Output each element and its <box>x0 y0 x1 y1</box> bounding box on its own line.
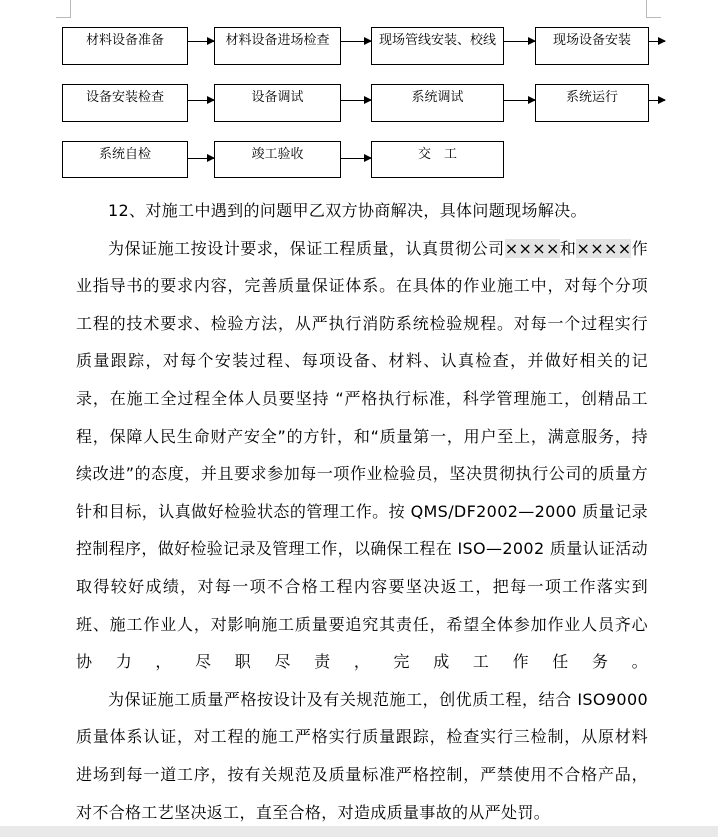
flow-arrow <box>188 100 214 101</box>
quality-paragraph-2: 为保证施工质量严格按设计及有关规范施工，创优质工程，结合 ISO9000 质量体系认证，对工程的施工严格实行质量跟踪，检查实行三检制，从原材料进场到每一道工序，按有关规范及质量标准严格控制，严禁使用不合格产品，对不合格工艺坚决返工，直至合格，对造成质量事故的从严处罚。 <box>76 689 648 822</box>
flow-step-completion-acceptance: 竣工验收 <box>214 141 341 178</box>
flow-step-installation-check: 设备安装检查 <box>62 84 188 122</box>
process-flowchart <box>0 0 718 190</box>
flow-step-handover: 交 工 <box>371 141 504 178</box>
flow-step-material-prep: 材料设备准备 <box>62 27 188 65</box>
flow-step-system-operation: 系统运行 <box>535 84 649 122</box>
flow-arrow <box>504 100 535 101</box>
flow-step-system-debug: 系统调试 <box>371 84 504 122</box>
flow-arrow <box>188 158 214 159</box>
redacted-name-1: ×××× <box>504 238 560 258</box>
flow-step-equipment-installation: 现场设备安装 <box>535 27 649 65</box>
page-bottom-edge <box>0 826 718 837</box>
body-text <box>76 192 648 831</box>
flow-step-material-inspection: 材料设备进场检查 <box>214 27 341 65</box>
flow-step-equipment-debug: 设备调试 <box>214 84 341 122</box>
flow-arrow <box>649 41 665 42</box>
para1-conjunction: 和 <box>559 238 577 258</box>
flow-step-self-check: 系统自检 <box>62 141 188 178</box>
flow-arrow <box>649 100 665 101</box>
flow-arrow <box>504 41 535 42</box>
quality-paragraph-1 <box>76 230 648 681</box>
flow-arrow <box>188 41 214 42</box>
para1-suffix: 作业指导书的要求内容，完善质量保证体系。在具体的作业施工中，对每个分项工程的技术要求、检验方法，从严执行消防系统检验规程。对每一个过程实行质量跟踪，对每个安装过程、每项设备、材料、认真检查，并做好相关的记录，在施工全过程全体人员要坚持 “严格执行标准，科学管理施工，创精品工程，保障人民生命财产安全”的方针，和“质量第一，用户至上，满意服务，持续改进”的态度，并且要求参加每一项作业检验员，坚决贯彻执行公司的质量方针和目标，认真做好检验状态的管理工作。按 QMS/DF2002—2000 质量记录控制程序，做好检验记录及管理工作，以确保工程在 ISO—2002 质量认证活动取得较好成绩，对每一项不合格工程内容要坚决返工，把每一项工作落实到班、施工作业人，对影响施工质量要追究其责任，希望全体参加作业人员齐心协力，尽职尽责，完成工作任务。 <box>76 238 649 672</box>
redacted-name-2: ×××× <box>576 238 632 258</box>
item-12-paragraph: 12、对施工中遇到的问题甲乙双方协商解决，具体问题现场解决。 <box>108 201 587 220</box>
flow-step-pipe-installation: 现场管线安装、校线 <box>371 27 504 65</box>
para1-prefix: 为保证施工按设计要求，保证工程质量，认真贯彻公司 <box>108 238 505 258</box>
flow-arrow <box>341 41 371 42</box>
flow-arrow <box>341 100 371 101</box>
flow-arrow <box>341 158 371 159</box>
